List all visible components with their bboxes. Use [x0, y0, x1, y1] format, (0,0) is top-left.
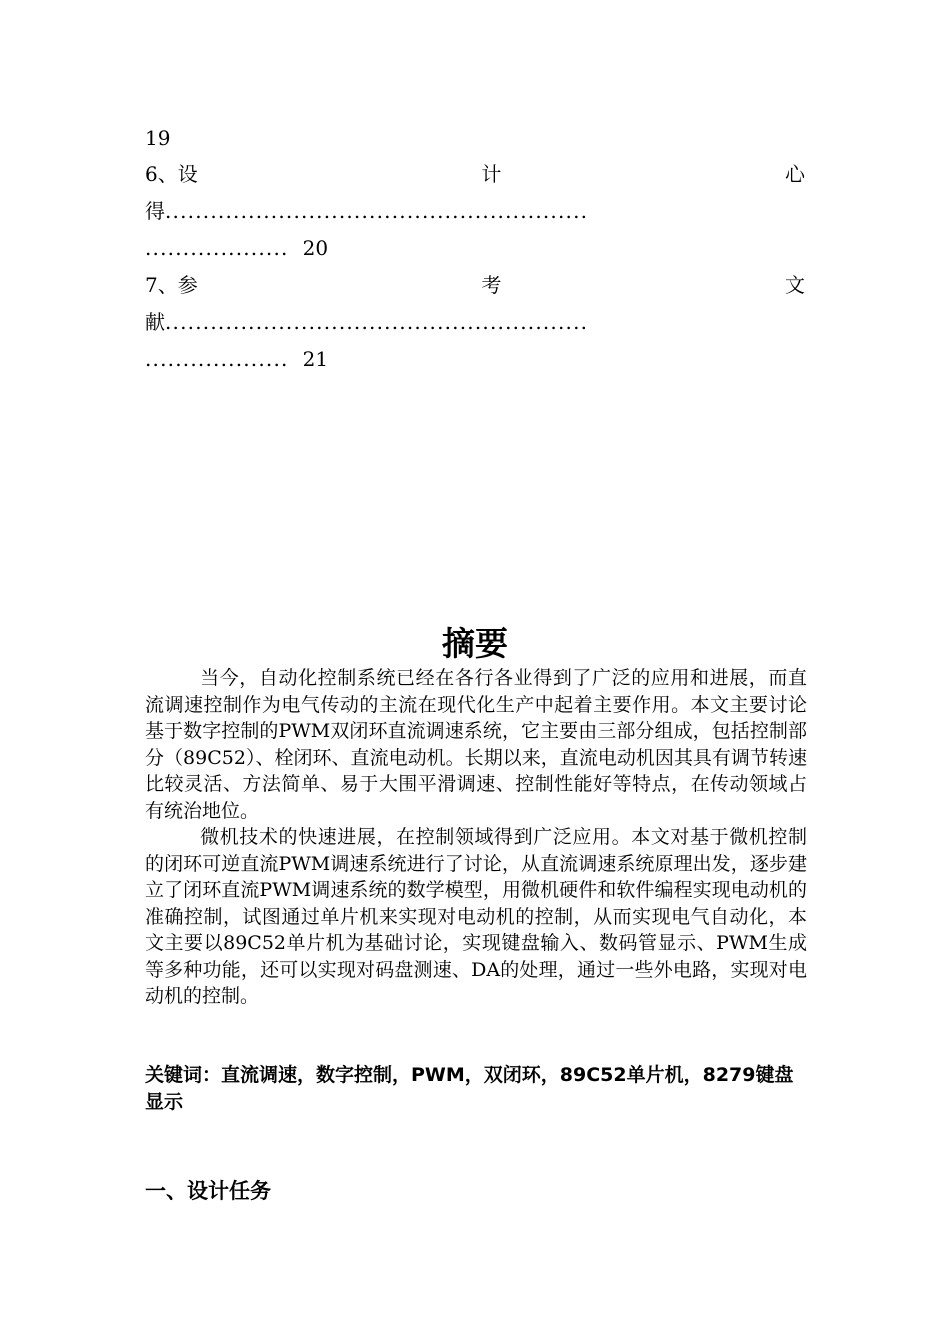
toc-item-6-char-1: 6、设 — [145, 162, 198, 186]
toc-item-7-char-1: 7、参 — [145, 273, 198, 297]
toc-item-7-char-4: 献 — [145, 310, 165, 334]
toc-item-6-char-3: 心 — [784, 162, 805, 186]
toc-item-7-page: 21 — [302, 347, 329, 371]
section-heading: 一、设计任务 — [145, 1179, 271, 1203]
toc-item-6-char-2: 计 — [481, 162, 502, 186]
toc-leader-dots: ................... — [145, 236, 289, 260]
abstract-title: 摘要 — [442, 624, 508, 663]
toc-item-6 — [145, 162, 805, 186]
toc-item-6-leader — [145, 199, 805, 223]
toc-item-6-page-line — [145, 236, 805, 260]
keywords: 关键词：直流调速，数字控制，PWM，双闭环，89C52单片机，8279键盘显示 — [145, 1064, 794, 1113]
abstract-body — [145, 665, 807, 1010]
toc-item-7-char-3: 文 — [784, 273, 805, 297]
abstract-paragraph-2: 微机技术的快速进展，在控制领域得到广泛应用。本文对基于微机控制的闭环可逆直流PWM调速系统进行了讨论，从直流调速系统原理出发，逐步建立了闭环直流PWM调速系统的数学模型，用微机硬件和软件编程实现电动机的准确控制，试图通过单片机来实现对电动机的控制，从而实现电气自动化，本文主要以89C52单片机为基础讨论，实现键盘输入、数码管显示、PWM生成等多种功能，还可以实现对码盘测速、DA的处理，通过一些外电路，实现对电动机的控制。 — [145, 826, 807, 1007]
toc-leader-dots: ........................................................ — [165, 310, 589, 334]
toc-leader-dots: ........................................................ — [165, 199, 589, 223]
toc-item-7-char-2: 考 — [481, 273, 502, 297]
abstract-paragraph-1: 当今，自动化控制系统已经在各行各业得到了广泛的应用和进展，而直流调速控制作为电气传动的主流在现代化生产中起着主要作用。本文主要讨论基于数字控制的PWM双闭环直流调速系统，它主要由三部分组成，包括控制部分（89C52）、栓闭环、直流电动机。长期以来，直流电动机因其具有调节转速比较灵活、方法简单、易于大围平滑调速、控制性能好等特点，在传动领域占有统治地位。 — [145, 667, 807, 822]
toc-item-7 — [145, 273, 805, 297]
toc-leader-dots: ................... — [145, 347, 289, 371]
toc-item-7-leader — [145, 310, 805, 334]
toc-item-7-page-line — [145, 347, 805, 371]
toc-page-number: 19 — [145, 126, 171, 150]
toc-item-6-char-4: 得 — [145, 199, 165, 223]
toc-item-6-page: 20 — [302, 236, 329, 260]
